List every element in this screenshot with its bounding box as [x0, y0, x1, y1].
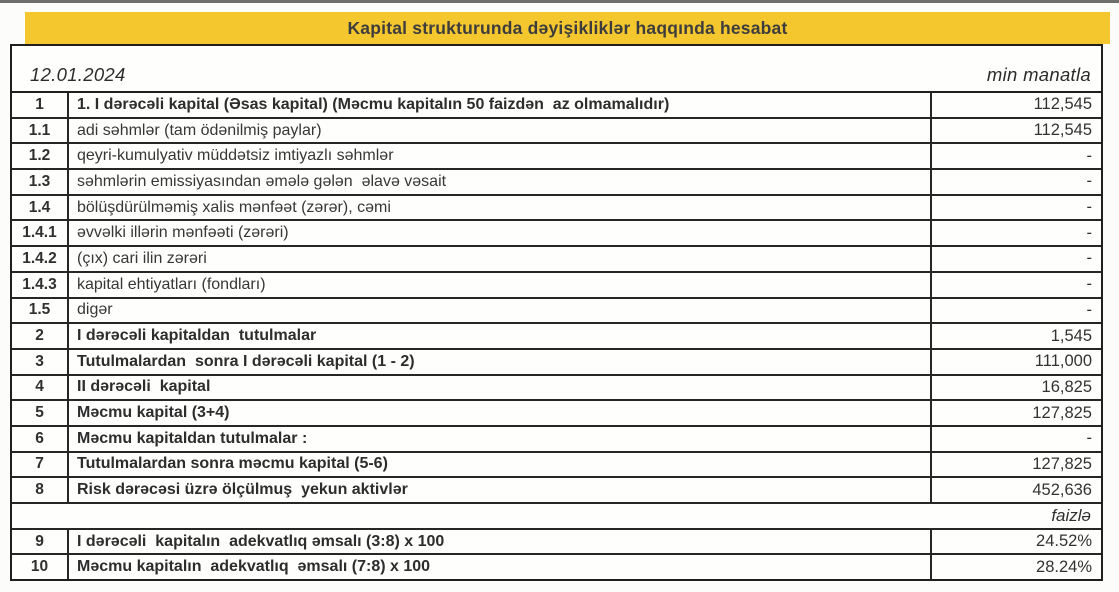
- row-number-cell: 1.1: [12, 119, 69, 143]
- row-value-cell: 24.52%: [930, 530, 1101, 554]
- table-row: [12, 376, 1101, 402]
- row-label-cell: Məcmu kapitaldan tutulmalar :: [77, 429, 308, 447]
- row-label-cell: 1. I dərəcəli kapital (Əsas kapital) (Məcmu kapitalın 50 faizdən az olmamalıdır): [77, 95, 670, 113]
- row-label-cell: I dərəcəli kapitaldan tutulmalar: [77, 327, 317, 345]
- row-number-cell: 1: [12, 93, 69, 117]
- row-number-cell: 9: [12, 530, 69, 554]
- row-label-cell: əvvəlki illərin mənfəəti (zərəri): [77, 224, 289, 242]
- row-label-cell: Məcmu kapitalın adekvatlıq əmsalı (7:8) x 100: [77, 558, 431, 576]
- row-value-cell: 1,545: [930, 324, 1101, 348]
- row-label-cell: adi səhmlər (tam ödənilmiş paylar): [77, 121, 322, 139]
- table-row: [12, 196, 1101, 222]
- row-value-cell: 112,545: [930, 119, 1101, 143]
- table-row: [12, 478, 1101, 504]
- row-value-cell: 111,000: [930, 350, 1101, 374]
- row-label-cell: I dərəcəli kapitalın adekvatlıq əmsalı (3:8) x 100: [77, 532, 445, 550]
- unit-row-faizle: [12, 504, 1101, 530]
- row-value-cell: 127,825: [930, 453, 1101, 477]
- report-date: 12.01.2024: [30, 64, 126, 85]
- row-number-cell: 8: [12, 478, 69, 502]
- row-value-cell: 112,545: [930, 93, 1101, 117]
- row-number-cell: 1.3: [12, 170, 69, 194]
- row-number-cell: 1.4.3: [12, 273, 69, 297]
- row-label-cell: Məcmu kapital (3+4): [77, 404, 230, 422]
- row-number-cell: 1.5: [12, 299, 69, 323]
- table-row: [12, 144, 1101, 170]
- row-label-cell: Risk dərəcəsi üzrə ölçülmuş yekun aktivlər: [77, 481, 408, 499]
- row-number-cell: 10: [12, 555, 69, 579]
- row-value-cell: 28.24%: [930, 555, 1101, 579]
- unit-of-measure-label: min manatla: [986, 64, 1091, 85]
- table-row: [12, 530, 1101, 556]
- row-number-cell: 1.4.2: [12, 247, 69, 271]
- table-row: [12, 555, 1101, 579]
- table-row: [12, 453, 1101, 479]
- table-row: [12, 427, 1101, 453]
- table-row: [12, 93, 1101, 119]
- table-meta-row: [12, 46, 1101, 93]
- table-row: [12, 221, 1101, 247]
- row-number-cell: 2: [12, 324, 69, 348]
- row-number-cell: 3: [12, 350, 69, 374]
- row-label-cell: II dərəcəli kapital: [77, 378, 211, 396]
- table-body: [12, 93, 1101, 579]
- row-value-cell: -: [930, 196, 1101, 220]
- table-row: [12, 401, 1101, 427]
- table-row: [12, 170, 1101, 196]
- row-number-cell: 5: [12, 401, 69, 425]
- scan-top-edge-line: [0, 0, 1119, 3]
- report-title-bar: [25, 12, 1110, 44]
- row-label-cell: digər: [77, 301, 113, 319]
- row-number-cell: 1.2: [12, 144, 69, 168]
- row-number-cell: 7: [12, 453, 69, 477]
- row-value-cell: -: [930, 170, 1101, 194]
- row-value-cell: 127,825: [930, 401, 1101, 425]
- capital-structure-table: [10, 44, 1103, 581]
- row-label-cell: kapital ehtiyatları (fondları): [77, 275, 266, 293]
- row-label-cell: (çıx) cari ilin zərəri: [77, 249, 207, 267]
- table-row: [12, 247, 1101, 273]
- report-title: Kapital strukturunda dəyişikliklər haqqında hesabat: [347, 17, 788, 38]
- row-value-cell: -: [930, 144, 1101, 168]
- row-value-cell: -: [930, 427, 1101, 451]
- row-value-cell: -: [930, 299, 1101, 323]
- row-value-cell: 452,636: [930, 478, 1101, 502]
- row-label-cell: bölüşdürülməmiş xalis mənfəət (zərər), cəmi: [77, 198, 391, 216]
- row-value-cell: -: [930, 247, 1101, 271]
- row-value-cell: -: [930, 273, 1101, 297]
- row-number-cell: 1.4.1: [12, 221, 69, 245]
- row-value-cell: -: [930, 221, 1101, 245]
- percent-unit-label: faizlə: [1051, 505, 1091, 525]
- table-row: [12, 350, 1101, 376]
- row-value-cell: 16,825: [930, 376, 1101, 400]
- row-label-cell: Tutulmalardan sonra məcmu kapital (5-6): [77, 455, 388, 473]
- row-number-cell: 4: [12, 376, 69, 400]
- row-label-cell: qeyri-kumulyativ müddətsiz imtiyazlı səhmlər: [77, 147, 394, 165]
- table-row: [12, 324, 1101, 350]
- row-number-cell: 1.4: [12, 196, 69, 220]
- row-number-cell: 6: [12, 427, 69, 451]
- table-row: [12, 119, 1101, 145]
- row-label-cell: səhmlərin emissiyasından əmələ gələn əlavə vəsait: [77, 172, 447, 190]
- table-row: [12, 273, 1101, 299]
- table-row: [12, 299, 1101, 325]
- row-label-cell: Tutulmalardan sonra I dərəcəli kapital (1 - 2): [77, 352, 415, 370]
